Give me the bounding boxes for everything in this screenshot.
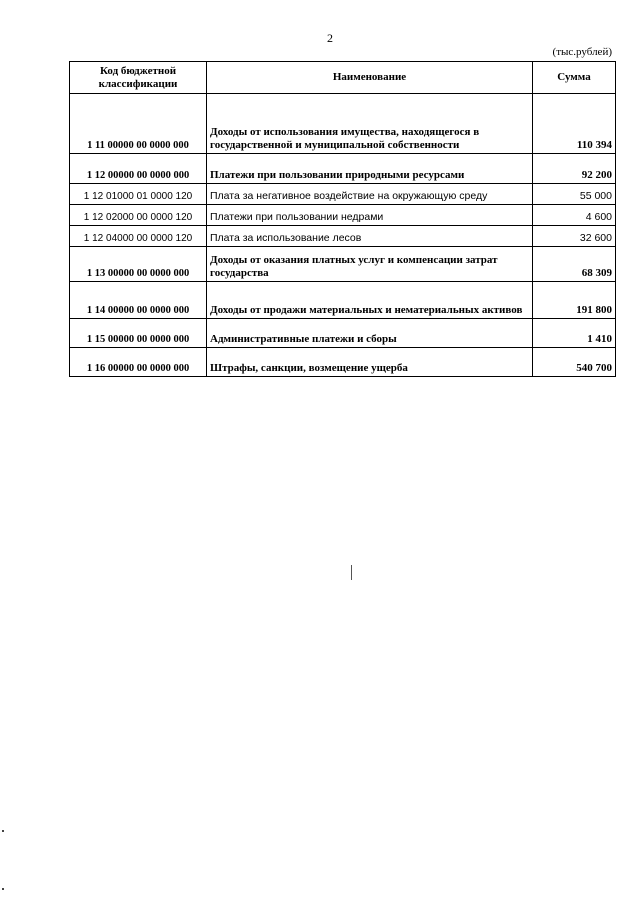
row-code: 1 11 00000 00 0000 000 xyxy=(70,94,207,154)
table-row xyxy=(70,319,616,348)
row-sum: 32 600 xyxy=(533,226,616,247)
row-sum: 191 800 xyxy=(533,282,616,319)
row-name: Плата за использование лесов xyxy=(207,226,533,247)
scan-artifact xyxy=(351,565,352,580)
row-name: Доходы от продажи материальных и нематериальных активов xyxy=(207,282,533,319)
row-code: 1 12 04000 00 0000 120 xyxy=(70,226,207,247)
row-code: 1 14 00000 00 0000 000 xyxy=(70,282,207,319)
header-sum: Сумма xyxy=(533,62,616,94)
page-number: 2 xyxy=(327,31,333,45)
row-code: 1 12 01000 01 0000 120 xyxy=(70,184,207,205)
header-name: Наименование xyxy=(207,62,533,94)
row-sum: 1 410 xyxy=(533,319,616,348)
table-row xyxy=(70,94,616,154)
table-row xyxy=(70,154,616,184)
scan-dot xyxy=(2,888,4,890)
row-name: Штрафы, санкции, возмещение ущерба xyxy=(207,348,533,377)
table-header-row xyxy=(70,62,616,94)
row-code: 1 16 00000 00 0000 000 xyxy=(70,348,207,377)
row-name: Плата за негативное воздействие на окружающую среду xyxy=(207,184,533,205)
row-name: Платежи при пользовании недрами xyxy=(207,205,533,226)
row-code: 1 12 02000 00 0000 120 xyxy=(70,205,207,226)
row-sum: 110 394 xyxy=(533,94,616,154)
row-code: 1 15 00000 00 0000 000 xyxy=(70,319,207,348)
row-sum: 55 000 xyxy=(533,184,616,205)
units-label: (тыс.рублей) xyxy=(552,46,612,58)
row-code: 1 12 00000 00 0000 000 xyxy=(70,154,207,184)
row-sum: 92 200 xyxy=(533,154,616,184)
budget-table xyxy=(69,61,616,377)
row-sum: 68 309 xyxy=(533,247,616,282)
table-row xyxy=(70,348,616,377)
table-row xyxy=(70,247,616,282)
row-sum: 4 600 xyxy=(533,205,616,226)
table-row xyxy=(70,226,616,247)
row-sum: 540 700 xyxy=(533,348,616,377)
row-code: 1 13 00000 00 0000 000 xyxy=(70,247,207,282)
row-name: Платежи при пользовании природными ресурсами xyxy=(207,154,533,184)
scan-dot xyxy=(2,830,4,832)
header-code: Код бюджетной классификации xyxy=(70,62,207,94)
row-name: Доходы от оказания платных услуг и компенсации затрат государства xyxy=(207,247,533,282)
table-row xyxy=(70,282,616,319)
row-name: Административные платежи и сборы xyxy=(207,319,533,348)
table-row xyxy=(70,205,616,226)
table-row xyxy=(70,184,616,205)
row-name: Доходы от использования имущества, находящегося в государственной и муниципальной собственности xyxy=(207,94,533,154)
